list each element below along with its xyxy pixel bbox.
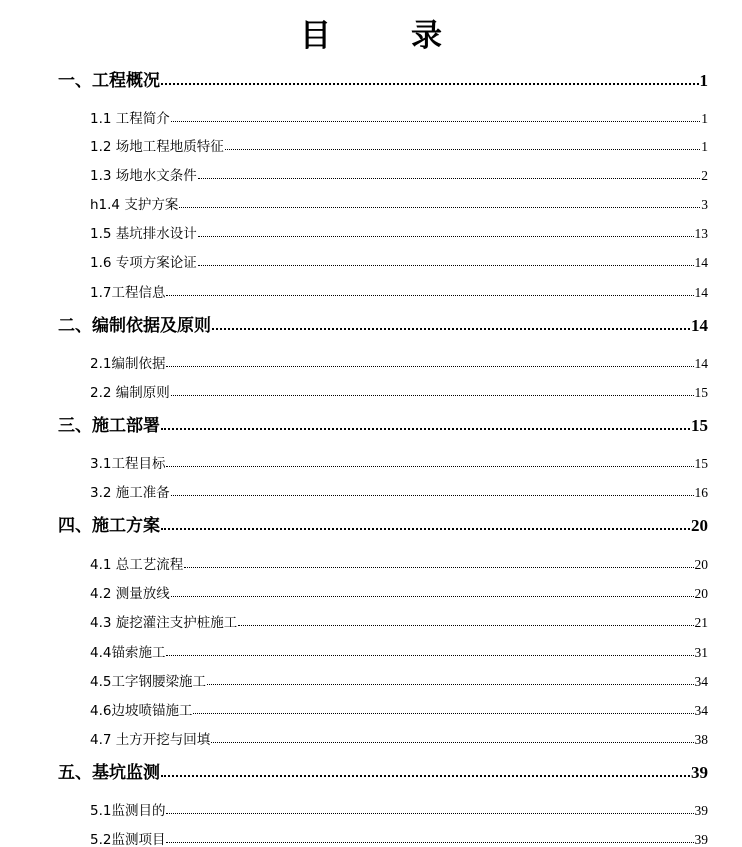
- toc-page-number: 15: [691, 416, 708, 434]
- toc-section-entry[interactable]: [58, 511, 708, 534]
- toc-subsection-entry[interactable]: [90, 222, 708, 242]
- toc-dot-leader: [198, 236, 694, 237]
- toc-page-number: 39: [695, 803, 709, 819]
- toc-entry-label: 3.1工程目标: [90, 452, 165, 472]
- toc-entry-label: 1.7工程信息: [90, 281, 165, 301]
- toc-subsection-entry[interactable]: [90, 107, 708, 127]
- toc-subsection-entry[interactable]: [90, 553, 708, 573]
- toc-entry-label: 2.1编制依据: [90, 352, 165, 372]
- toc-dot-leader: [198, 265, 694, 266]
- toc-entry-label: 5.2监测项目: [90, 828, 165, 847]
- toc-subsection-entry[interactable]: [90, 452, 708, 472]
- toc-dot-leader: [207, 684, 694, 685]
- toc-page-number: 1: [701, 111, 708, 127]
- toc-page-number: 21: [695, 615, 709, 631]
- toc-section-entry[interactable]: [58, 411, 708, 434]
- toc-dot-leader: [161, 775, 690, 777]
- toc-page-number: 16: [695, 485, 709, 501]
- title-char-left: 目: [300, 10, 331, 55]
- toc-dot-leader: [161, 428, 690, 430]
- toc-subsection-entry[interactable]: [90, 481, 708, 501]
- toc-page-number: 14: [695, 356, 709, 372]
- toc-entry-label: 1.6 专项方案论证: [90, 251, 197, 271]
- toc-dot-leader: [166, 466, 693, 467]
- toc-subsection-entry[interactable]: [90, 381, 708, 401]
- toc-subsection-entry[interactable]: [90, 641, 708, 661]
- toc-dot-leader: [161, 83, 699, 85]
- toc-dot-leader: [166, 295, 693, 296]
- toc-subsection-entry[interactable]: [90, 164, 708, 184]
- toc-dot-leader: [198, 178, 700, 179]
- toc-section-entry[interactable]: [58, 311, 708, 334]
- toc-page-number: 20: [691, 516, 708, 534]
- toc-section-entry[interactable]: [58, 758, 708, 781]
- toc-entry-label: 五、基坑监测: [58, 758, 160, 781]
- toc-subsection-entry[interactable]: [90, 193, 708, 213]
- toc-dot-leader: [171, 121, 700, 122]
- toc-entry-label: 4.6边坡喷锚施工: [90, 699, 192, 719]
- toc-dot-leader: [171, 495, 694, 496]
- toc-dot-leader: [238, 625, 693, 626]
- toc-page-number: 1: [700, 71, 709, 89]
- toc-page-number: 20: [695, 586, 709, 602]
- toc-entry-label: 四、施工方案: [58, 511, 160, 534]
- toc-dot-leader: [225, 149, 700, 150]
- toc-entry-label: 二、编制依据及原则: [58, 311, 211, 334]
- toc-page-number: 15: [695, 385, 709, 401]
- toc-dot-leader: [171, 395, 694, 396]
- toc-subsection-entry[interactable]: [90, 699, 708, 719]
- toc-entry-label: 1.1 工程简介: [90, 107, 170, 127]
- toc-dot-leader: [184, 567, 693, 568]
- toc-entry-label: 4.3 旋挖灌注支护桩施工: [90, 611, 237, 631]
- toc-page-number: 39: [695, 832, 709, 847]
- toc-subsection-entry[interactable]: [90, 799, 708, 819]
- toc-section-entry[interactable]: [58, 66, 708, 89]
- toc-page-number: 39: [691, 763, 708, 781]
- toc-dot-leader: [212, 328, 690, 330]
- toc-subsection-entry[interactable]: [90, 728, 708, 748]
- toc-page-number: 31: [695, 645, 709, 661]
- toc-subsection-entry[interactable]: [90, 281, 708, 301]
- toc-entry-label: 4.7 土方开挖与回填: [90, 728, 210, 748]
- toc-page-number: 1: [701, 139, 708, 155]
- toc-entry-label: h1.4 支护方案: [90, 193, 178, 213]
- toc-entry-label: 3.2 施工准备: [90, 481, 170, 501]
- toc-dot-leader: [193, 713, 693, 714]
- toc-entry-label: 4.2 测量放线: [90, 582, 170, 602]
- toc-page-number: 2: [701, 168, 708, 184]
- toc-page-number: 14: [695, 255, 709, 271]
- toc-entry-label: 2.2 编制原则: [90, 381, 170, 401]
- toc-subsection-entry[interactable]: [90, 352, 708, 372]
- toc-page-number: 20: [695, 557, 709, 573]
- toc-page-number: 13: [695, 226, 709, 242]
- toc-page-number: 34: [695, 674, 709, 690]
- title-char-right: 录: [411, 10, 442, 55]
- toc-entry-label: 4.5工字钢腰梁施工: [90, 670, 206, 690]
- toc-page-number: 14: [691, 316, 708, 334]
- toc-dot-leader: [166, 655, 693, 656]
- toc-subsection-entry[interactable]: [90, 135, 708, 155]
- toc-entry-label: 三、施工部署: [58, 411, 160, 434]
- toc-subsection-entry[interactable]: [90, 611, 708, 631]
- toc-dot-leader: [166, 366, 693, 367]
- toc-dot-leader: [166, 842, 693, 843]
- toc-entry-label: 1.5 基坑排水设计: [90, 222, 197, 242]
- toc-entry-label: 1.2 场地工程地质特征: [90, 135, 224, 155]
- toc-entry-label: 5.1监测目的: [90, 799, 165, 819]
- toc-dot-leader: [179, 207, 700, 208]
- toc-subsection-entry[interactable]: [90, 670, 708, 690]
- toc-page-number: 3: [701, 197, 708, 213]
- toc-entry-label: 4.1 总工艺流程: [90, 553, 183, 573]
- toc-page-number: 15: [695, 456, 709, 472]
- toc-page-number: 38: [695, 732, 709, 748]
- toc-entry-label: 1.3 场地水文条件: [90, 164, 197, 184]
- toc-dot-leader: [211, 742, 693, 743]
- toc-entry-label: 4.4锚索施工: [90, 641, 165, 661]
- toc-dot-leader: [161, 528, 690, 530]
- toc-dot-leader: [171, 596, 694, 597]
- toc-subsection-entry[interactable]: [90, 582, 708, 602]
- toc-entry-label: 一、工程概况: [58, 66, 160, 89]
- toc-dot-leader: [166, 813, 693, 814]
- toc-page-number: 34: [695, 703, 709, 719]
- toc-page-number: 14: [695, 285, 709, 301]
- toc-subsection-entry[interactable]: [90, 828, 708, 847]
- toc-subsection-entry[interactable]: [90, 251, 708, 271]
